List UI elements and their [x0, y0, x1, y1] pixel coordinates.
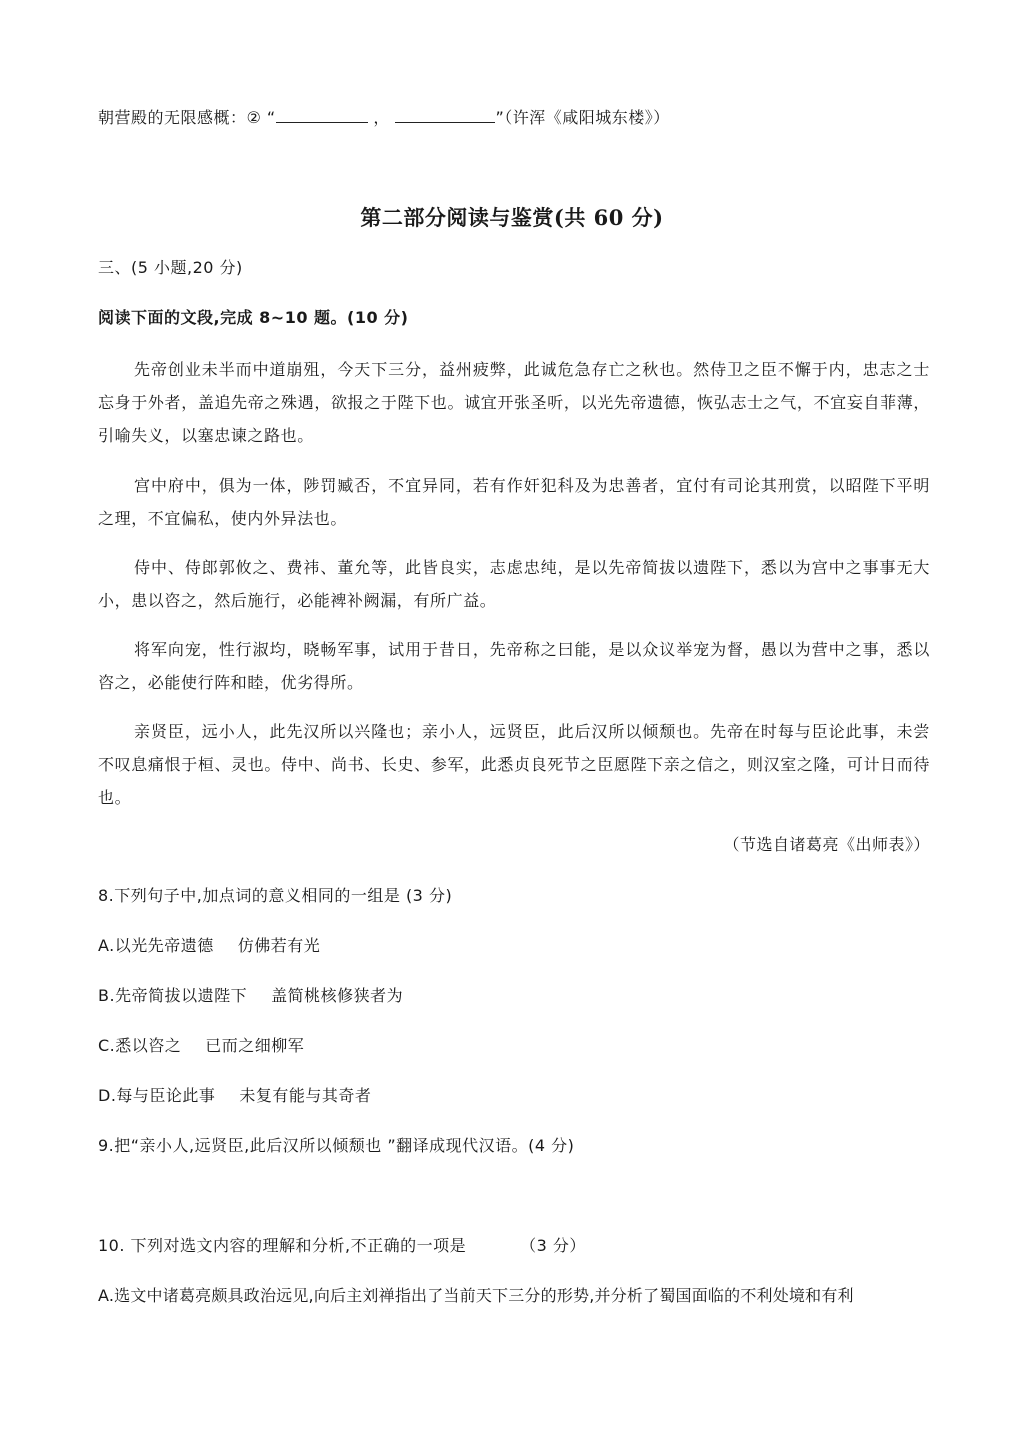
passage-paragraph-1: 先帝创业未半而中道崩殂，今天下三分，益州疲弊，此诚危急存亡之秋也。然侍卫之臣不懈于内，忠志之士忘身于外者，盖追先帝之殊遇，欲报之于陛下也。诚宜开张圣听，以光先帝遗德，恢弘志士之气，不宜妄自菲薄，引喻失义，以塞忠谏之路也。	[98, 360, 930, 445]
question-10-points: （3 分）	[520, 1236, 586, 1255]
passage-paragraph-4: 将军向宠，性行淑均，晓畅军事，试用于昔日，先帝称之曰能，是以众议举宠为督，愚以为营中之事，悉以咨之，必能使行阵和睦，优劣得所。	[98, 640, 930, 692]
question-8-stem: 8.下列句子中,加点词的意义相同的一组是 (3 分)	[98, 886, 453, 905]
question-10-option-a: A.选文中诸葛亮颇具政治远见,向后主刘禅指出了当前天下三分的形势,并分析了蜀国面临的不利处境和有利	[98, 1286, 854, 1305]
option-b-right: 盖简桃核修狭者为	[271, 986, 404, 1005]
question-10-text: 10. 下列对选文内容的理解和分析,不正确的一项是	[98, 1236, 467, 1255]
answer-blank-1[interactable]	[276, 108, 368, 123]
fill-in-prefix: 朝营殿的无限感概：② “	[98, 108, 276, 127]
option-c-right: 已而之细柳军	[205, 1036, 305, 1055]
fill-in-suffix: ”（许浑《咸阳城东楼》）	[495, 108, 670, 127]
question-8-option-a	[98, 934, 320, 958]
passage-paragraph-2: 宫中府中，俱为一体，陟罚臧否，不宜异同，若有作奸犯科及为忠善者，宜付有司论其刑赏，以昭陛下平明之理，不宜偏私，使内外异法也。	[98, 476, 930, 528]
question-8-option-d	[98, 1084, 371, 1108]
question-8-option-b	[98, 984, 403, 1008]
passage-paragraph-5: 亲贤臣，远小人，此先汉所以兴隆也；亲小人，远贤臣，此后汉所以倾颓也。先帝在时每与臣论此事，未尝不叹息痛恨于桓、灵也。侍中、尚书、长史、参军，此悉贞良死节之臣愿陛下亲之信之，则汉室之隆，可计日而待也。	[98, 722, 930, 807]
fill-in-comma: ，	[373, 108, 390, 127]
passage-source: （节选自诸葛亮《出师表》）	[723, 835, 930, 854]
option-a-left: A.以光先帝遗德	[98, 936, 214, 955]
option-b-left: B.先帝简拔以遗陛下	[98, 986, 248, 1005]
option-d-left: D.每与臣论此事	[98, 1086, 216, 1105]
reading-instruction: 阅读下面的文段,完成 8~10 题。(10 分)	[98, 308, 409, 327]
option-a-right: 仿佛若有光	[237, 936, 321, 955]
section-title: 第二部分阅读与鉴赏(共 60 分)	[360, 205, 664, 230]
passage-paragraph-3: 侍中、侍郎郭攸之、费祎、董允等，此皆良实，志虑忠纯，是以先帝简拔以遗陛下，悉以为宫中之事事无大小，患以咨之，然后施行，必能裨补阙漏，有所广益。	[98, 558, 930, 610]
fill-in-line	[98, 106, 670, 130]
part-three-heading: 三、(5 小题,20 分)	[98, 258, 243, 277]
option-d-right: 未复有能与其奇者	[239, 1086, 372, 1105]
question-10-stem	[98, 1234, 586, 1258]
question-9-stem: 9.把“亲小人,远贤臣,此后汉所以倾颓也 ”翻译成现代汉语。(4 分)	[98, 1136, 575, 1155]
answer-blank-2[interactable]	[395, 108, 495, 123]
question-8-option-c	[98, 1034, 304, 1058]
option-c-left: C.悉以咨之	[98, 1036, 182, 1055]
